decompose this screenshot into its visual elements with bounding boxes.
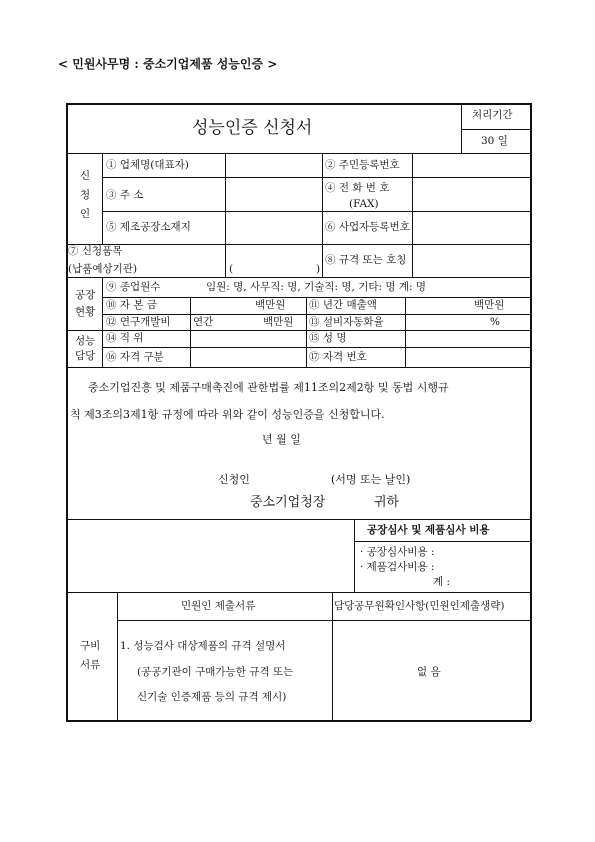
spec-field[interactable] bbox=[414, 246, 528, 275]
qualification-type-label: ⑯ 자격 구분 bbox=[106, 351, 164, 363]
statement-line-1: 중소기업진흥 및 제품구매촉진에 관한법률 제11조의2제2항 및 동법 시행규 bbox=[88, 381, 449, 394]
statement-line-2: 칙 제3조의3제1항 규정에 따라 위와 같이 성능인증을 신청합니다. bbox=[70, 408, 385, 421]
factory-status-char-2: 현황 bbox=[75, 306, 96, 318]
rnd-cost-label: ⑫ 연구개발비 bbox=[106, 316, 171, 328]
annual-sales-label: ⑪ 년간 매출액 bbox=[309, 299, 377, 311]
automation-rate-label: ⑬ 설비자동화율 bbox=[309, 316, 384, 328]
position-label: ⑭ 직 위 bbox=[106, 332, 144, 344]
factory-location-field[interactable] bbox=[227, 213, 320, 242]
employees-detail: 임원: 명, 사무직: 명, 기술직: 명, 기타: 명 계: 명 bbox=[206, 281, 427, 293]
capital-label: ⑩ 자 본 금 bbox=[106, 299, 157, 311]
expected-agency-label: (납품예상기관) bbox=[68, 263, 138, 275]
staff-name-label: ⑮ 성 명 bbox=[309, 332, 347, 344]
company-name-label: ① 업체명(대표자) bbox=[106, 159, 189, 171]
official-confirm-value: 없 음 bbox=[417, 666, 441, 678]
fees-title: 공장심사 및 제품심사 비용 bbox=[367, 524, 490, 536]
agency-paren-open: ( bbox=[229, 263, 234, 275]
qualification-number-label: ⑰ 자격 번호 bbox=[309, 351, 367, 363]
document-item-line-1: 1. 성능검사 대상제품의 규격 설명서 bbox=[120, 640, 286, 652]
factory-status-char-1: 공장 bbox=[75, 289, 96, 301]
rnd-cost-unit: 백만원 bbox=[263, 316, 294, 328]
document-item-line-2: (공공기관이 구매가능한 규격 또는 bbox=[137, 666, 294, 678]
applicant-signature-label: 신청인 bbox=[218, 473, 250, 486]
document-item-line-3: 신기술 인증제품 등의 규격 제시) bbox=[137, 691, 287, 703]
business-number-label: ⑥ 사업자등록번호 bbox=[325, 221, 410, 233]
business-number-field[interactable] bbox=[414, 213, 528, 242]
product-inspection-fee: · 제품검사비용 : bbox=[360, 561, 435, 573]
phone-label: ④ 전 화 번 호 bbox=[325, 182, 390, 194]
address-field[interactable] bbox=[227, 179, 320, 209]
applied-item-label: ⑦ 신청품목 bbox=[68, 245, 123, 257]
performance-staff-char-2: 담당 bbox=[75, 350, 96, 362]
employees-label: ⑨ 종업원수 bbox=[106, 281, 161, 293]
processing-period-label: 처리기간 bbox=[472, 109, 513, 121]
automation-rate-unit: % bbox=[490, 316, 500, 328]
company-name-field[interactable] bbox=[227, 155, 320, 175]
resident-number-field[interactable] bbox=[414, 155, 528, 175]
spec-label: ⑧ 규격 또는 호칭 bbox=[325, 254, 407, 266]
required-documents-char-1: 구비 bbox=[80, 640, 101, 652]
processing-period-value: 30 일 bbox=[481, 135, 508, 147]
address-label: ③ 주 소 bbox=[106, 189, 144, 201]
applied-item-field[interactable] bbox=[227, 246, 320, 275]
annual-sales-unit: 백만원 bbox=[474, 299, 505, 311]
form-header: < 민원사무명 : 중소기업제품 성능인증 > bbox=[58, 57, 278, 71]
submit-documents-header: 민원인 제출서류 bbox=[181, 600, 256, 612]
capital-unit: 백만원 bbox=[255, 299, 286, 311]
official-confirm-header: 담당공무원확인사항(민원인제출생략) bbox=[334, 600, 505, 612]
fees-total: 계 : bbox=[433, 576, 451, 588]
date-line: 년 월 일 bbox=[262, 433, 301, 446]
signature-hint: (서명 또는 날인) bbox=[331, 473, 411, 486]
applicant-section-char-3: 인 bbox=[80, 208, 91, 220]
recipient-honorific: 귀하 bbox=[374, 495, 400, 510]
form-title: 성능인증 신청서 bbox=[192, 118, 313, 138]
required-documents-char-2: 서류 bbox=[80, 659, 101, 671]
factory-location-label: ⑤ 제조공장소재지 bbox=[106, 221, 191, 233]
fax-label: (FAX) bbox=[349, 198, 379, 210]
rnd-cost-year: 연간 bbox=[193, 316, 214, 328]
phone-field[interactable] bbox=[414, 179, 528, 209]
performance-staff-char-1: 성능 bbox=[75, 335, 96, 347]
applicant-section-char-1: 신 bbox=[80, 170, 91, 182]
factory-inspection-fee: · 공장심사비용 : bbox=[360, 546, 435, 558]
applicant-section-char-2: 청 bbox=[80, 189, 91, 201]
recipient: 중소기업청장 bbox=[250, 495, 326, 510]
agency-paren-close: ) bbox=[316, 263, 321, 275]
resident-number-label: ② 주민등록번호 bbox=[325, 159, 400, 171]
